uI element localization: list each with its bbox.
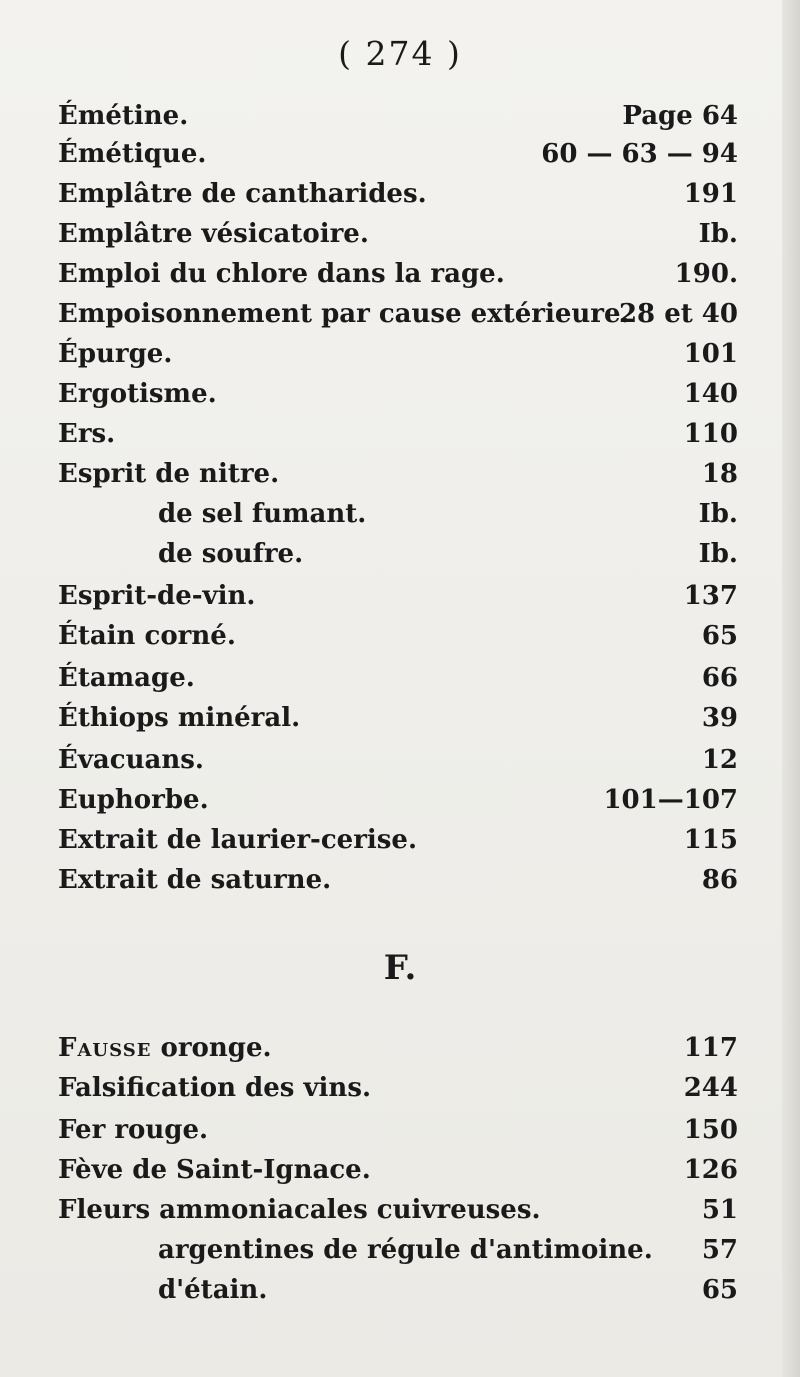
entry-pages: 191: [683, 179, 738, 209]
entry-label: Étain corné.: [58, 621, 236, 651]
entry-label-rest: oronge.: [151, 1033, 272, 1063]
entry-pages: Page 64: [622, 101, 738, 131]
index-entry: [0, 374, 800, 414]
entry-label: Esprit de nitre.: [58, 459, 280, 489]
subentry-label: de sel fumant.: [158, 499, 367, 529]
entry-pages: 57: [701, 1235, 738, 1265]
subentry-label: argentines de régule d'antimoine.: [158, 1235, 653, 1265]
subentry-label: d'étain.: [158, 1275, 268, 1305]
index-entry: [0, 616, 800, 656]
entry-label: Falsification des vins.: [58, 1073, 372, 1103]
index-entry: [0, 698, 800, 738]
entry-label: [58, 1028, 272, 1068]
entry-pages: Ib.: [698, 499, 738, 529]
index-entry: [0, 454, 800, 494]
entry-label: Épurge.: [58, 339, 173, 369]
entry-pages: 18: [701, 459, 738, 489]
entry-label: Extrait de laurier-cerise.: [58, 825, 417, 855]
index-entry: [0, 1150, 800, 1190]
entry-pages: 60 — 63 — 94: [541, 139, 738, 169]
index-subentry: [0, 1270, 800, 1310]
index-entry: [0, 576, 800, 616]
entry-label: Empoisonnement par cause extérieure.: [58, 299, 630, 329]
entry-pages: 12: [701, 745, 738, 775]
index-entry: [0, 96, 800, 136]
index-entry: [0, 1190, 800, 1230]
entry-label: Fer rouge.: [58, 1115, 209, 1145]
index-subentry: [0, 494, 800, 534]
entry-pages: 115: [683, 825, 738, 855]
entry-pages: Ib.: [698, 219, 738, 249]
index-entry: [0, 294, 800, 334]
entry-pages: 137: [683, 581, 738, 611]
entry-label: Évacuans.: [58, 745, 204, 775]
index-entry: [0, 860, 800, 900]
entry-pages: 39: [701, 703, 738, 733]
index-entry: [0, 780, 800, 820]
entry-label-smallcaps: Fausse: [58, 1033, 152, 1063]
entry-pages: 190.: [674, 259, 738, 289]
index-entry: [0, 334, 800, 374]
entry-label: Emplâtre de cantharides.: [58, 179, 427, 209]
index-entry: [0, 1028, 800, 1068]
index-entry: [0, 658, 800, 698]
entry-pages: 150: [683, 1115, 738, 1145]
entry-label: Extrait de saturne.: [58, 865, 332, 895]
entry-label: Émétique.: [58, 139, 207, 169]
index-subentry: [0, 534, 800, 574]
entry-label: Emplâtre vésicatoire.: [58, 219, 369, 249]
entry-pages: 126: [683, 1155, 738, 1185]
index-entry: [0, 174, 800, 214]
entry-pages: 117: [683, 1033, 738, 1063]
entry-pages: 244: [683, 1073, 738, 1103]
entry-label: Euphorbe.: [58, 785, 209, 815]
entry-label: Ergotisme.: [58, 379, 217, 409]
entry-pages: 110: [683, 419, 738, 449]
index-entry: [0, 414, 800, 454]
subentry-label: de soufre.: [158, 539, 304, 569]
entry-label: Fève de Saint-Ignace.: [58, 1155, 371, 1185]
entry-pages: 65: [701, 621, 738, 651]
index-entry: [0, 214, 800, 254]
section-letter-heading: F.: [383, 948, 417, 988]
entry-pages: 140: [683, 379, 738, 409]
index-entry: [0, 254, 800, 294]
index-entry: [0, 1110, 800, 1150]
entry-label: Étamage.: [58, 663, 195, 693]
index-entry: [0, 820, 800, 860]
entry-pages: 65: [701, 1275, 738, 1305]
index-entry: [0, 740, 800, 780]
entry-label: Éthiops minéral.: [58, 703, 301, 733]
entry-pages: 66: [701, 663, 738, 693]
entry-pages: 86: [701, 865, 738, 895]
entry-pages: 28 et 40: [618, 299, 738, 329]
entry-label: Ers.: [58, 419, 116, 449]
entry-pages: 101: [683, 339, 738, 369]
entry-label: Emploi du chlore dans la rage.: [58, 259, 505, 289]
entry-pages: 51: [701, 1195, 738, 1225]
index-entry: [0, 134, 800, 174]
page-number: ( 274 ): [338, 34, 462, 73]
entry-label: Fleurs ammoniacales cuivreuses.: [58, 1195, 541, 1225]
entry-pages: Ib.: [698, 539, 738, 569]
entry-label: Esprit-de-vin.: [58, 581, 256, 611]
index-subentry: [0, 1230, 800, 1270]
entry-pages: 101—107: [603, 785, 738, 815]
entry-label: Émétine.: [58, 101, 189, 131]
index-entry: [0, 1068, 800, 1108]
